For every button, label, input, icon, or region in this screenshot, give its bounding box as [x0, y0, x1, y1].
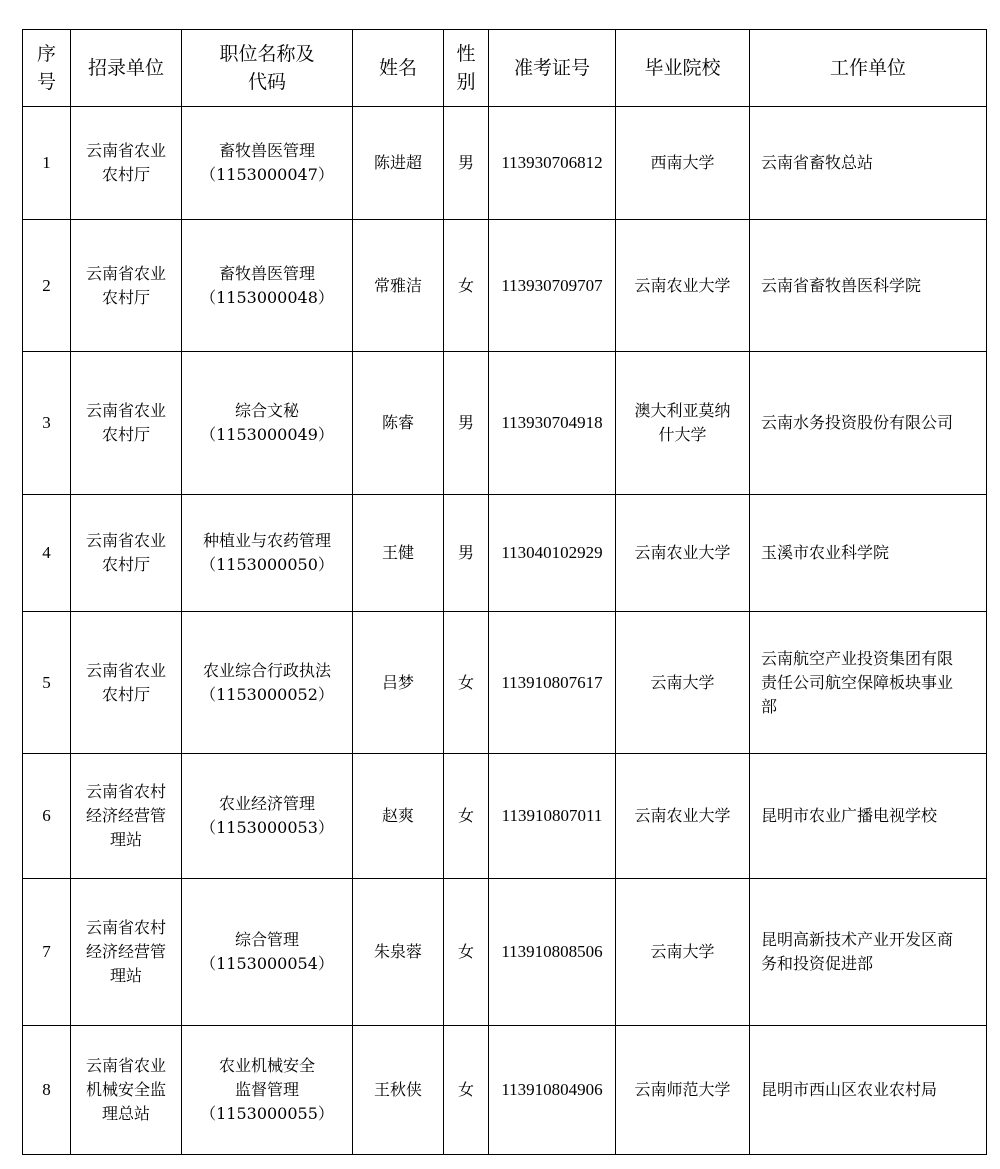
header-position: 职位名称及 代码 [182, 30, 353, 107]
row-position: 综合文秘 （1153000049） [182, 352, 353, 495]
table-body [23, 107, 987, 1155]
row-position: 农业经济管理 （1153000053） [182, 754, 353, 879]
table-row [23, 352, 987, 495]
table-row [23, 495, 987, 612]
header-gender: 性 别 [444, 30, 489, 107]
row-unit: 云南省农业 农村厅 [71, 495, 182, 612]
header-name: 姓名 [353, 30, 444, 107]
row-index: 2 [23, 220, 71, 352]
row-exam-number: 113930709707 [489, 220, 616, 352]
results-table [22, 29, 987, 1155]
row-unit: 云南省农村 经济经营管 理站 [71, 754, 182, 879]
row-index: 5 [23, 612, 71, 754]
row-workplace: 昆明市西山区农业农村局 [750, 1026, 987, 1155]
row-name: 常雅洁 [353, 220, 444, 352]
row-school: 澳大利亚莫纳 什大学 [616, 352, 750, 495]
row-position: 畜牧兽医管理 （1153000048） [182, 220, 353, 352]
row-name: 吕梦 [353, 612, 444, 754]
row-gender: 女 [444, 879, 489, 1026]
row-exam-number: 113930704918 [489, 352, 616, 495]
row-school: 云南师范大学 [616, 1026, 750, 1155]
row-unit: 云南省农村 经济经营管 理站 [71, 879, 182, 1026]
row-name: 王秋侠 [353, 1026, 444, 1155]
row-unit: 云南省农业 农村厅 [71, 220, 182, 352]
table-row [23, 107, 987, 220]
table-row [23, 612, 987, 754]
row-school: 云南农业大学 [616, 754, 750, 879]
row-gender: 女 [444, 220, 489, 352]
row-gender: 女 [444, 754, 489, 879]
row-school: 云南农业大学 [616, 495, 750, 612]
row-workplace: 云南省畜牧兽医科学院 [750, 220, 987, 352]
results-table-container [22, 29, 987, 1155]
row-name: 陈睿 [353, 352, 444, 495]
row-gender: 男 [444, 495, 489, 612]
table-row [23, 879, 987, 1026]
row-unit: 云南省农业 农村厅 [71, 352, 182, 495]
header-unit: 招录单位 [71, 30, 182, 107]
header-workplace: 工作单位 [750, 30, 987, 107]
row-exam-number: 113910807617 [489, 612, 616, 754]
row-workplace: 昆明高新技术产业开发区商 务和投资促进部 [750, 879, 987, 1026]
row-name: 朱泉蓉 [353, 879, 444, 1026]
table-row [23, 1026, 987, 1155]
row-exam-number: 113910804906 [489, 1026, 616, 1155]
table-row [23, 220, 987, 352]
row-exam-number: 113040102929 [489, 495, 616, 612]
row-workplace: 云南航空产业投资集团有限 责任公司航空保障板块事业 部 [750, 612, 987, 754]
header-index: 序 号 [23, 30, 71, 107]
header-exam-number: 准考证号 [489, 30, 616, 107]
row-position: 畜牧兽医管理 （1153000047） [182, 107, 353, 220]
row-workplace: 昆明市农业广播电视学校 [750, 754, 987, 879]
row-gender: 女 [444, 1026, 489, 1155]
header-row [23, 30, 987, 107]
row-gender: 男 [444, 352, 489, 495]
row-name: 陈进超 [353, 107, 444, 220]
row-gender: 男 [444, 107, 489, 220]
row-index: 7 [23, 879, 71, 1026]
row-school: 云南农业大学 [616, 220, 750, 352]
row-name: 赵爽 [353, 754, 444, 879]
row-workplace: 玉溪市农业科学院 [750, 495, 987, 612]
row-unit: 云南省农业 农村厅 [71, 107, 182, 220]
row-school: 云南大学 [616, 612, 750, 754]
row-index: 6 [23, 754, 71, 879]
row-workplace: 云南省畜牧总站 [750, 107, 987, 220]
row-index: 1 [23, 107, 71, 220]
row-index: 4 [23, 495, 71, 612]
row-unit: 云南省农业 机械安全监 理总站 [71, 1026, 182, 1155]
row-position: 种植业与农药管理 （1153000050） [182, 495, 353, 612]
row-position: 农业机械安全 监督管理 （1153000055） [182, 1026, 353, 1155]
header-school: 毕业院校 [616, 30, 750, 107]
row-school: 西南大学 [616, 107, 750, 220]
row-position: 综合管理 （1153000054） [182, 879, 353, 1026]
row-exam-number: 113910807011 [489, 754, 616, 879]
row-gender: 女 [444, 612, 489, 754]
row-index: 8 [23, 1026, 71, 1155]
row-unit: 云南省农业 农村厅 [71, 612, 182, 754]
row-position: 农业综合行政执法 （1153000052） [182, 612, 353, 754]
row-name: 王健 [353, 495, 444, 612]
row-school: 云南大学 [616, 879, 750, 1026]
row-exam-number: 113930706812 [489, 107, 616, 220]
row-workplace: 云南水务投资股份有限公司 [750, 352, 987, 495]
table-row [23, 754, 987, 879]
row-index: 3 [23, 352, 71, 495]
row-exam-number: 113910808506 [489, 879, 616, 1026]
